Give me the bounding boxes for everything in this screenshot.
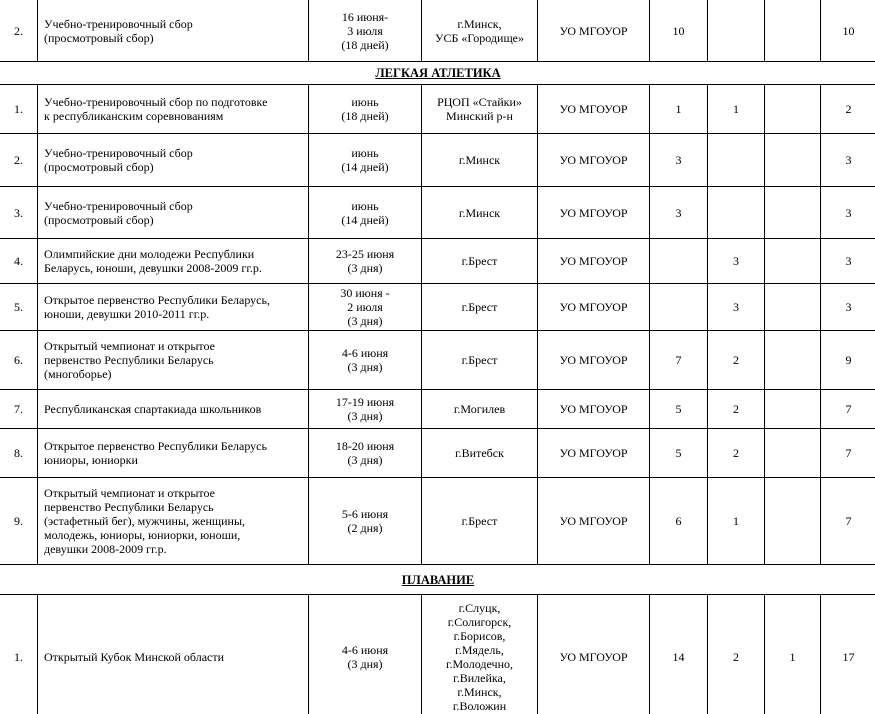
table-row	[0, 85, 875, 134]
section-title: ПЛАВАНИЕ	[0, 565, 875, 595]
row-number: 2.	[0, 134, 38, 187]
count-total: 2	[821, 85, 875, 134]
count-total: 17	[821, 595, 875, 714]
count-col-a: 3	[650, 187, 708, 239]
event-place	[422, 85, 538, 134]
row-number: 1.	[0, 85, 38, 134]
organizer: УО МГОУОР	[538, 85, 650, 134]
count-total: 7	[821, 478, 875, 565]
table-row	[0, 478, 875, 565]
event-place-line: г.Молодечно,	[445, 657, 513, 671]
row-number: 2.	[0, 0, 38, 62]
event-name-line: Учебно-тренировочный сбор	[44, 146, 193, 160]
event-dates	[309, 134, 422, 187]
event-place-line: г.Брест	[461, 254, 498, 268]
event-place	[422, 331, 538, 390]
event-dates-line: 4-6 июня	[341, 643, 389, 657]
count-total: 3	[821, 187, 875, 239]
event-name-line: к республиканским соревнованиям	[44, 109, 224, 123]
table-row	[0, 284, 875, 331]
event-name	[38, 284, 309, 331]
count-col-c: 1	[765, 595, 821, 714]
event-place-line: г.Витебск	[455, 446, 504, 460]
row-number: 4.	[0, 239, 38, 284]
event-name-line: (просмотровый сбор)	[44, 30, 154, 45]
count-col-c	[765, 331, 821, 390]
event-dates	[309, 595, 422, 714]
event-place-line: г.Могилев	[453, 402, 506, 416]
event-dates-line: (3 дня)	[347, 261, 383, 275]
event-place-line: г.Борисов,	[453, 629, 506, 643]
section-header-row	[0, 565, 875, 595]
event-name-line: первенство Республики Беларусь	[44, 500, 214, 514]
event-name-line: (просмотровый сбор)	[44, 160, 154, 174]
event-dates-line: 17-19 июня	[335, 395, 395, 409]
event-name-line: Олимпийские дни молодежи Республики	[44, 247, 255, 261]
organizer: УО МГОУОР	[538, 478, 650, 565]
count-col-b: 1	[708, 478, 765, 565]
event-place-line: г.Воложин	[452, 699, 507, 713]
event-place	[422, 134, 538, 187]
organizer: УО МГОУОР	[538, 134, 650, 187]
event-name-line: первенство Республики Беларусь	[44, 353, 214, 367]
count-col-b: 2	[708, 595, 765, 714]
event-name-line: Открытый чемпионат и открытое	[44, 339, 215, 353]
count-col-a: 1	[650, 85, 708, 134]
row-number: 6.	[0, 331, 38, 390]
event-dates-line: июнь	[351, 95, 379, 109]
event-name	[38, 390, 309, 429]
event-dates-line: (18 дней)	[341, 37, 389, 52]
count-col-c	[765, 390, 821, 429]
event-place-line: УСБ «Городище»	[434, 30, 525, 45]
row-number: 8.	[0, 429, 38, 478]
event-dates-line: (3 дня)	[347, 453, 383, 467]
count-total: 10	[821, 0, 875, 62]
event-dates-line: 5-6 июня	[341, 507, 389, 521]
event-dates-line: (18 дней)	[341, 109, 389, 123]
count-total: 3	[821, 134, 875, 187]
row-number: 1.	[0, 595, 38, 714]
event-name-line: девушки 2008-2009 гг.р.	[44, 542, 167, 556]
row-number: 3.	[0, 187, 38, 239]
event-name	[38, 478, 309, 565]
event-dates-line: 4-6 июня	[341, 346, 389, 360]
count-col-b: 2	[708, 390, 765, 429]
event-dates-line: 2 июля	[347, 300, 383, 314]
event-dates-line: июнь	[351, 146, 379, 160]
table-row	[0, 429, 875, 478]
event-dates	[309, 284, 422, 331]
organizer: УО МГОУОР	[538, 0, 650, 62]
table-row	[0, 390, 875, 429]
count-col-b: 2	[708, 429, 765, 478]
event-place-line: РЦОП «Стайки»	[437, 95, 522, 109]
count-col-b	[708, 0, 765, 62]
event-name-line: Учебно-тренировочный сбор	[44, 198, 193, 213]
table-row	[0, 239, 875, 284]
table-row	[0, 331, 875, 390]
count-col-b	[708, 134, 765, 187]
event-dates	[309, 429, 422, 478]
event-name	[38, 134, 309, 187]
organizer: УО МГОУОР	[538, 187, 650, 239]
count-col-b: 2	[708, 331, 765, 390]
event-dates-line: (3 дня)	[347, 314, 383, 328]
event-name	[38, 85, 309, 134]
section-header-row	[0, 62, 875, 85]
count-col-b: 3	[708, 239, 765, 284]
event-dates-line: (14 дней)	[341, 160, 389, 174]
event-dates-line: июнь	[351, 198, 379, 213]
event-name-line: Открытое первенство Республики Беларусь,	[44, 293, 270, 307]
count-col-a: 14	[650, 595, 708, 714]
event-place	[422, 0, 538, 62]
event-dates	[309, 85, 422, 134]
count-col-a: 6	[650, 478, 708, 565]
event-place	[422, 595, 538, 714]
event-name-line: Беларусь, юноши, девушки 2008-2009 гг.р.	[44, 261, 262, 275]
count-total: 9	[821, 331, 875, 390]
event-name-line: Открытый чемпионат и открытое	[44, 486, 215, 500]
organizer: УО МГОУОР	[538, 331, 650, 390]
event-place	[422, 187, 538, 239]
event-name-line: (эстафетный бег), мужчины, женщины,	[44, 514, 246, 528]
event-dates-line: (3 дня)	[347, 409, 383, 423]
count-col-c	[765, 134, 821, 187]
count-col-a: 3	[650, 134, 708, 187]
count-total: 3	[821, 239, 875, 284]
count-col-c	[765, 239, 821, 284]
event-place-line: г.Слуцк,	[458, 601, 501, 615]
event-name-line: юноши, девушки 2010-2011 гг.р.	[44, 307, 210, 321]
count-col-a	[650, 284, 708, 331]
event-place-line: г.Брест	[461, 300, 498, 314]
event-dates-line: 3 июля	[347, 23, 383, 38]
table-row	[0, 595, 875, 714]
table-row	[0, 187, 875, 239]
event-dates-line: (14 дней)	[341, 212, 389, 227]
event-place-line: г.Мядель,	[455, 643, 504, 657]
section-title: ЛЕГКАЯ АТЛЕТИКА	[0, 62, 875, 85]
event-name	[38, 239, 309, 284]
event-dates	[309, 239, 422, 284]
count-col-a: 5	[650, 429, 708, 478]
count-col-c	[765, 85, 821, 134]
event-place-line: г.Солигорск,	[447, 615, 512, 629]
count-col-a: 5	[650, 390, 708, 429]
event-place	[422, 429, 538, 478]
organizer: УО МГОУОР	[538, 595, 650, 714]
event-name	[38, 331, 309, 390]
count-col-c	[765, 429, 821, 478]
count-total: 7	[821, 390, 875, 429]
row-number: 5.	[0, 284, 38, 331]
event-dates-line: (3 дня)	[347, 657, 383, 671]
event-dates	[309, 187, 422, 239]
event-name	[38, 595, 309, 714]
event-dates	[309, 331, 422, 390]
event-name-line: Учебно-тренировочный сбор по подготовке	[44, 95, 268, 109]
event-dates	[309, 390, 422, 429]
event-place-line: г.Вилейка,	[453, 671, 506, 685]
count-col-b: 1	[708, 85, 765, 134]
event-name	[38, 429, 309, 478]
event-place-line: г.Брест	[461, 353, 498, 367]
count-col-a: 10	[650, 0, 708, 62]
organizer: УО МГОУОР	[538, 390, 650, 429]
event-name-line: Учебно-тренировочный сбор	[44, 16, 193, 31]
count-col-a: 7	[650, 331, 708, 390]
event-dates-line: 18-20 июня	[335, 439, 395, 453]
row-number: 9.	[0, 478, 38, 565]
event-dates	[309, 0, 422, 62]
event-place	[422, 390, 538, 429]
event-name-line: (просмотровый сбор)	[44, 212, 154, 227]
table-row	[0, 134, 875, 187]
count-col-a	[650, 239, 708, 284]
table-row	[0, 0, 875, 62]
event-place	[422, 478, 538, 565]
count-col-c	[765, 284, 821, 331]
event-name-line: Открытый Кубок Минской области	[44, 650, 225, 664]
event-place-line: г.Минск	[458, 153, 501, 167]
row-number: 7.	[0, 390, 38, 429]
event-place	[422, 284, 538, 331]
event-place-line: г.Брест	[461, 514, 498, 528]
event-name-line: молодежь, юниоры, юниорки, юноши,	[44, 528, 241, 542]
count-col-c	[765, 0, 821, 62]
count-col-c	[765, 187, 821, 239]
event-dates-line: 30 июня -	[340, 286, 390, 300]
event-dates	[309, 478, 422, 565]
count-total: 3	[821, 284, 875, 331]
event-place-line: г.Минск	[458, 205, 501, 220]
event-dates-line: (3 дня)	[347, 360, 383, 374]
count-col-b: 3	[708, 284, 765, 331]
organizer: УО МГОУОР	[538, 239, 650, 284]
event-dates-line: 23-25 июня	[335, 247, 395, 261]
event-name-line: (многоборье)	[44, 367, 112, 381]
event-place-line: Минский р-н	[446, 109, 513, 123]
event-name	[38, 0, 309, 62]
event-dates-line: (2 дня)	[347, 521, 383, 535]
event-name	[38, 187, 309, 239]
event-name-line: Открытое первенство Республики Беларусь	[44, 439, 267, 453]
count-total: 7	[821, 429, 875, 478]
count-col-c	[765, 478, 821, 565]
event-place-line: г.Минск,	[457, 16, 502, 31]
event-name-line: Республиканская спартакиада школьников	[44, 402, 262, 416]
event-dates-line: 16 июня-	[341, 9, 389, 24]
event-name-line: юниоры, юниорки	[44, 453, 138, 467]
organizer: УО МГОУОР	[538, 429, 650, 478]
count-col-b	[708, 187, 765, 239]
event-place-line: г.Минск,	[457, 685, 502, 699]
event-place	[422, 239, 538, 284]
organizer: УО МГОУОР	[538, 284, 650, 331]
